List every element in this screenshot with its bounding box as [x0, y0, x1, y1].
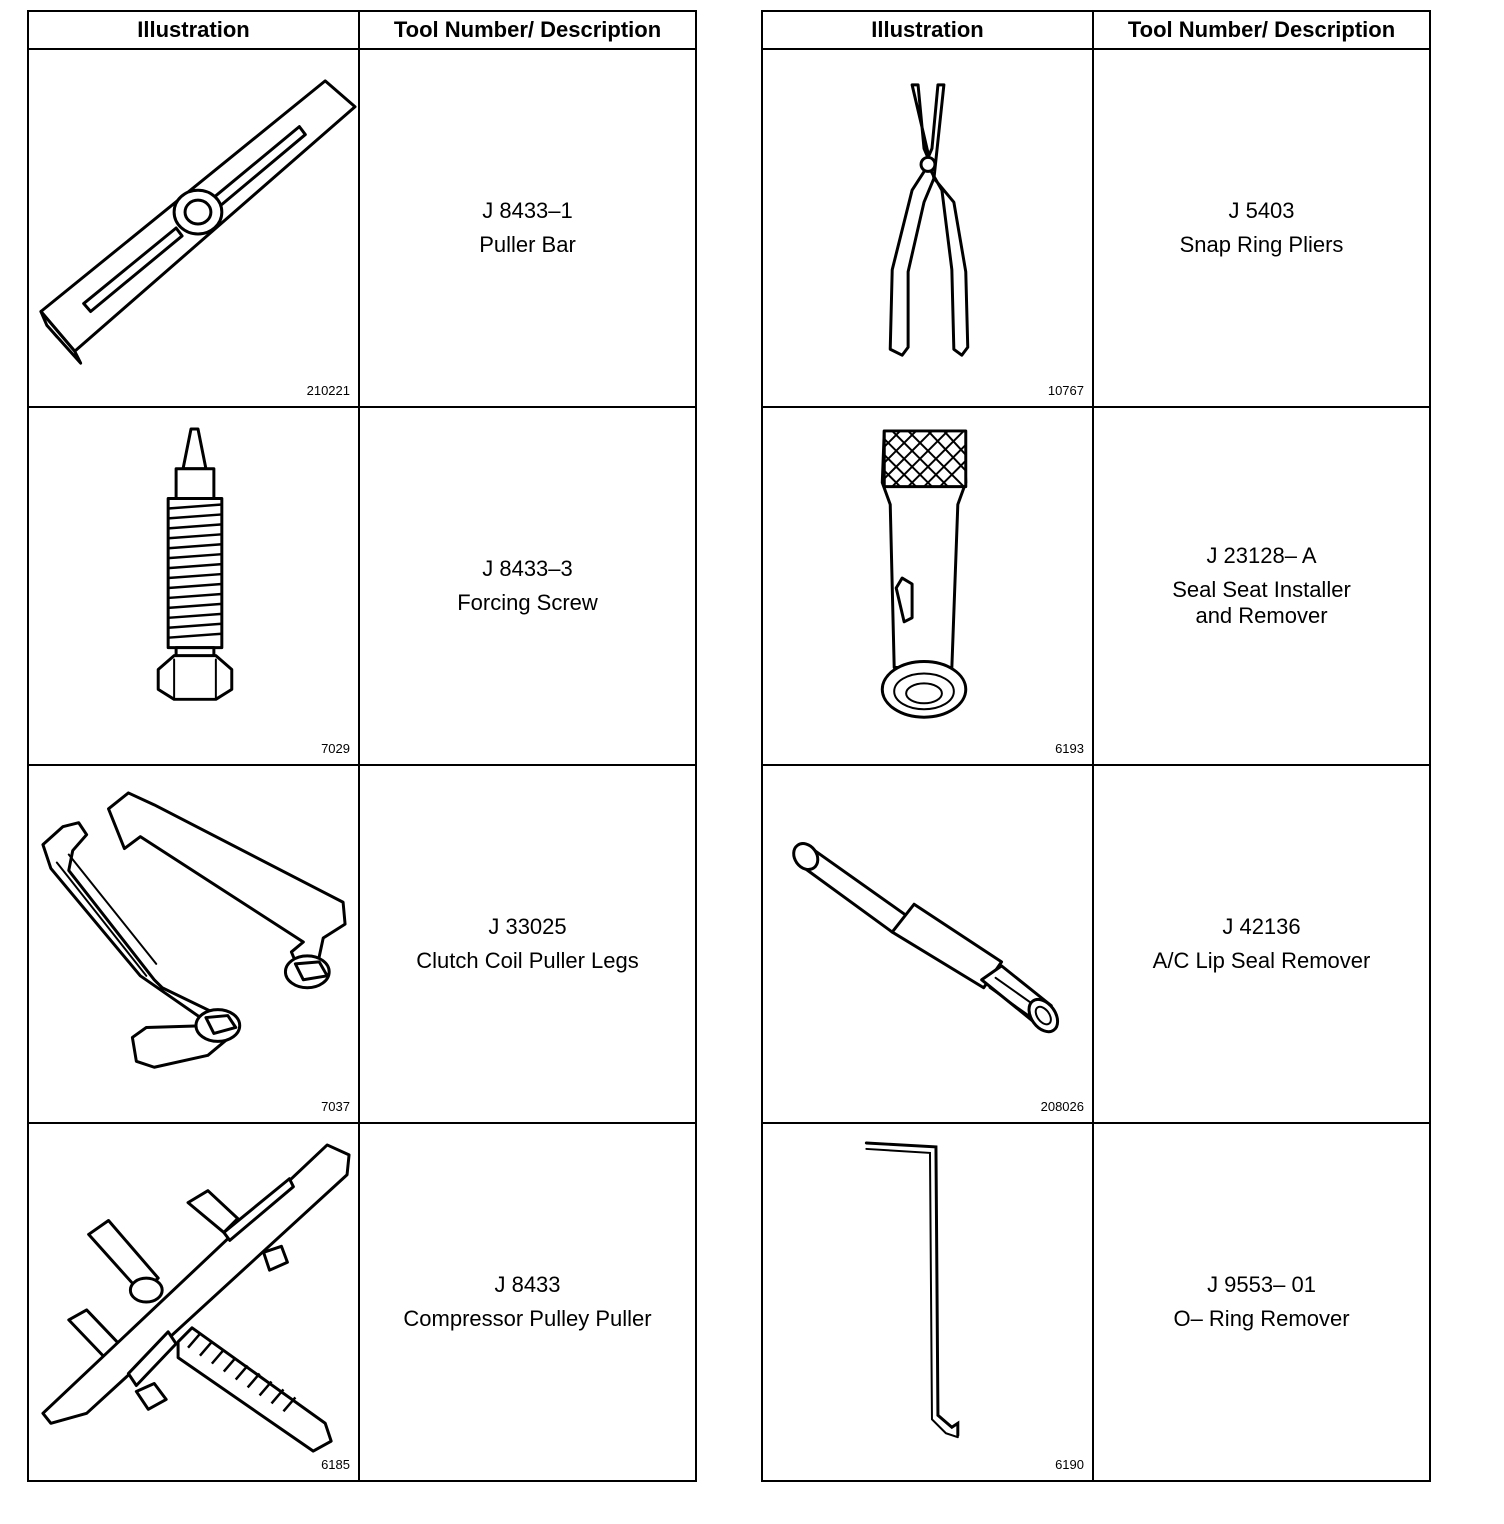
tool-description: A/C Lip Seal Remover: [1152, 948, 1371, 973]
tool-description: Snap Ring Pliers: [1179, 232, 1344, 257]
table-row: [28, 407, 696, 765]
description-cell: [359, 49, 696, 407]
seal-seat-installer-icon: [763, 408, 1092, 764]
illustration-cell: [762, 49, 1093, 407]
tool-description: Forcing Screw: [457, 590, 598, 615]
table-row: [762, 765, 1430, 1123]
description-cell: [359, 765, 696, 1123]
figure-number: 7037: [321, 1099, 350, 1114]
tool-number: J 8433: [494, 1272, 561, 1297]
illustration-cell: [28, 765, 359, 1123]
table-header-row: [28, 11, 696, 49]
tool-table-right: [761, 10, 1431, 1482]
tool-number: J 23128– A: [1206, 543, 1317, 568]
table-row: [28, 765, 696, 1123]
tool-description: Compressor Pulley Puller: [403, 1306, 652, 1331]
description-cell: [359, 407, 696, 765]
figure-number: 7029: [321, 741, 350, 756]
o-ring-remover-icon: [763, 1124, 1092, 1480]
tool-table-left: [27, 10, 697, 1482]
figure-number: 6190: [1055, 1457, 1084, 1472]
tool-number: J 8433–3: [482, 556, 573, 581]
forcing-screw-icon: [29, 408, 358, 764]
figure-number: 10767: [1047, 383, 1084, 398]
table-row: [762, 49, 1430, 407]
table-row: [28, 1123, 696, 1481]
figure-number: 210221: [306, 383, 350, 398]
illustration-cell: [28, 49, 359, 407]
tool-description: Clutch Coil Puller Legs: [416, 948, 639, 973]
tool-number: J 33025: [488, 914, 567, 939]
tool-number: J 9553– 01: [1207, 1272, 1316, 1297]
tool-description: O– Ring Remover: [1173, 1306, 1350, 1331]
snap-ring-pliers-icon: [763, 50, 1092, 406]
figure-number: 6185: [321, 1457, 350, 1472]
illustration-cell: [762, 765, 1093, 1123]
illustration-cell: [762, 407, 1093, 765]
description-cell: [1093, 407, 1430, 765]
tool-number: J 5403: [1228, 198, 1295, 223]
illustration-header: Illustration: [762, 11, 1093, 49]
lip-seal-remover-icon: [763, 766, 1092, 1122]
tool-number: J 8433–1: [482, 198, 573, 223]
figure-number: 6193: [1055, 741, 1084, 756]
description-cell: [1093, 49, 1430, 407]
description-header: Tool Number/ Description: [1093, 11, 1430, 49]
illustration-cell: [762, 1123, 1093, 1481]
table-row: [762, 407, 1430, 765]
puller-legs-icon: [29, 766, 358, 1122]
figure-number: 208026: [1040, 1099, 1084, 1114]
pulley-puller-icon: [29, 1124, 358, 1480]
description-cell: [359, 1123, 696, 1481]
puller-bar-icon: [29, 50, 358, 406]
illustration-header: Illustration: [28, 11, 359, 49]
table-row: [762, 1123, 1430, 1481]
description-cell: [1093, 1123, 1430, 1481]
description-cell: [1093, 765, 1430, 1123]
table-header-row: [762, 11, 1430, 49]
tool-description: Seal Seat Installer and Remover: [1172, 577, 1351, 628]
tool-number: J 42136: [1222, 914, 1301, 939]
table-row: [28, 49, 696, 407]
description-header: Tool Number/ Description: [359, 11, 696, 49]
illustration-cell: [28, 407, 359, 765]
illustration-cell: [28, 1123, 359, 1481]
tool-description: Puller Bar: [479, 232, 576, 257]
